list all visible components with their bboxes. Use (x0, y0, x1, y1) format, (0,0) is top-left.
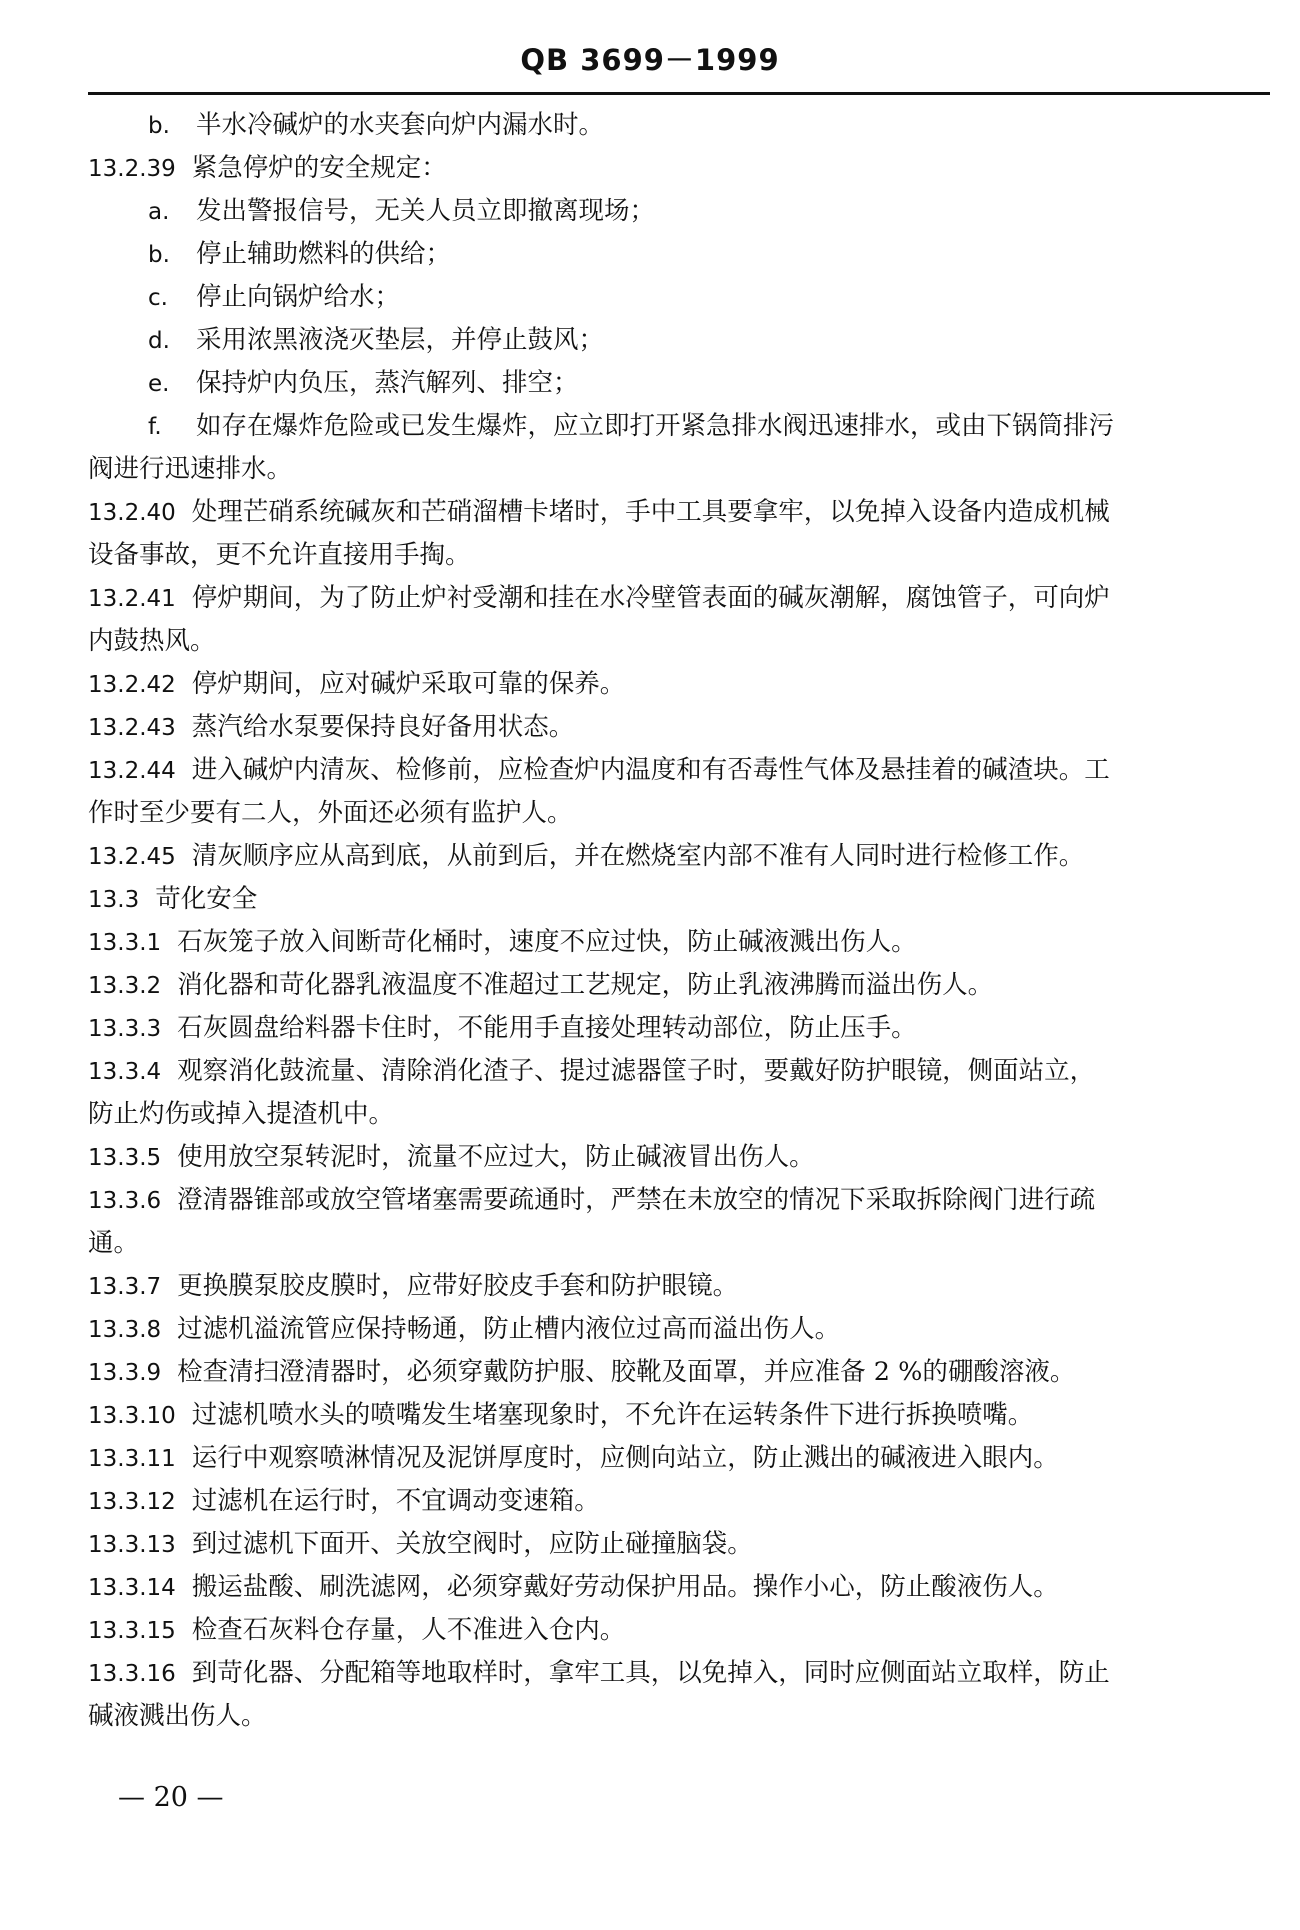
clause-number: 13.3.16 (88, 1661, 176, 1687)
clause-sub-item (88, 104, 1270, 147)
clause-number: c. (148, 285, 168, 311)
clause-continuation-line (88, 1695, 1270, 1738)
clause-text: 使用放空泵转泥时，流量不应过大，防止碱液冒出伤人。 (177, 1142, 815, 1172)
clause-text: 石灰笼子放入间断苛化桶时，速度不应过快，防止碱液溅出伤人。 (177, 927, 917, 957)
clause-number: 13.2.39 (88, 156, 176, 182)
clause-number: 13.3.2 (88, 973, 162, 999)
clause-text: 消化器和苛化器乳液温度不准超过工艺规定，防止乳液沸腾而溢出伤人。 (177, 970, 994, 1000)
clause-line (88, 706, 1270, 749)
clause-continuation-line (88, 620, 1270, 663)
clause-line (88, 964, 1270, 1007)
clause-text: 通。 (88, 1228, 140, 1258)
clause-number: 13.2.44 (88, 758, 176, 784)
clause-text: 保持炉内负压，蒸汽解列、排空； (196, 368, 579, 398)
clause-text: 设备事故，更不允许直接用手掏。 (88, 540, 471, 570)
clause-number: 13.3.9 (88, 1360, 162, 1386)
clause-number: f. (148, 414, 162, 440)
clause-text: 石灰圆盘给料器卡住时，不能用手直接处理转动部位，防止压手。 (177, 1013, 917, 1043)
clause-line (88, 1050, 1270, 1093)
clause-sub-item (88, 319, 1270, 362)
clause-number: a. (148, 199, 170, 225)
clause-text: 处理芒硝系统碱灰和芒硝溜槽卡堵时，手中工具要拿牢，以免掉入设备内造成机械 (191, 497, 1110, 527)
clause-line (88, 1609, 1270, 1652)
header-rule (88, 92, 1270, 95)
clause-line (88, 577, 1270, 620)
clause-text: 紧急停炉的安全规定： (191, 153, 447, 183)
clause-text: 停炉期间，应对碱炉采取可靠的保养。 (191, 669, 626, 699)
clause-line (88, 921, 1270, 964)
clause-number: 13.3.10 (88, 1403, 176, 1429)
clause-continuation-line (88, 534, 1270, 577)
clause-line (88, 1308, 1270, 1351)
clause-line (88, 1480, 1270, 1523)
clause-number: 13.2.42 (88, 672, 176, 698)
clause-text: 过滤机喷水头的喷嘴发生堵塞现象时，不允许在运转条件下进行拆换喷嘴。 (191, 1400, 1034, 1430)
clause-text: 苛化安全 (155, 884, 258, 914)
clause-line (88, 1007, 1270, 1050)
clause-text: 进入碱炉内清灰、检修前，应检查炉内温度和有否毒性气体及悬挂着的碱渣块。工 (191, 755, 1110, 785)
clause-text: 停炉期间，为了防止炉衬受潮和挂在水冷壁管表面的碱灰潮解，腐蚀管子，可向炉 (191, 583, 1110, 613)
clause-number: 13.3.1 (88, 930, 162, 956)
clause-line (88, 491, 1270, 534)
clause-number: 13.3.13 (88, 1532, 176, 1558)
page-number: — 20 — (118, 1782, 224, 1813)
clause-number: 13.3.7 (88, 1274, 162, 1300)
clause-line (88, 1394, 1270, 1437)
clause-text: 到过滤机下面开、关放空阀时，应防止碰撞脑袋。 (191, 1529, 753, 1559)
clause-line (88, 147, 1270, 190)
clause-continuation-line (88, 448, 1270, 491)
clause-text: 过滤机溢流管应保持畅通，防止槽内液位过高而溢出伤人。 (177, 1314, 841, 1344)
page-header-standard-number: QB 3699－1999 (520, 43, 780, 77)
clause-text: 过滤机在运行时，不宜调动变速箱。 (191, 1486, 600, 1516)
clause-line (88, 1652, 1270, 1695)
clause-line (88, 1523, 1270, 1566)
clause-text: 检查石灰料仓存量，人不准进入仓内。 (191, 1615, 626, 1645)
clause-continuation-line (88, 1093, 1270, 1136)
clause-number: 13.3 (88, 887, 140, 913)
clause-line (88, 1136, 1270, 1179)
clause-sub-item (88, 233, 1270, 276)
clause-number: 13.3.4 (88, 1059, 162, 1085)
clause-number: 13.3.12 (88, 1489, 176, 1515)
clause-number: 13.3.8 (88, 1317, 162, 1343)
clause-line (88, 835, 1270, 878)
clause-number: 13.2.43 (88, 715, 176, 741)
clause-line (88, 1179, 1270, 1222)
clause-number: 13.3.14 (88, 1575, 176, 1601)
clause-sub-item (88, 276, 1270, 319)
clause-sub-item (88, 362, 1270, 405)
clause-text: 更换膜泵胶皮膜时，应带好胶皮手套和防护眼镜。 (177, 1271, 739, 1301)
clause-number: b. (148, 242, 170, 268)
clause-number: 13.2.41 (88, 586, 176, 612)
clause-number: e. (148, 371, 170, 397)
clause-text: 防止灼伤或掉入提渣机中。 (88, 1099, 395, 1129)
clause-text: 到苛化器、分配箱等地取样时，拿牢工具，以免掉入，同时应侧面站立取样，防止 (191, 1658, 1110, 1688)
clause-text: 半水冷碱炉的水夹套向炉内漏水时。 (196, 110, 605, 140)
clause-text: 如存在爆炸危险或已发生爆炸，应立即打开紧急排水阀迅速排水，或由下锅筒排污 (196, 411, 1115, 441)
clause-number: d. (148, 328, 170, 354)
clause-text: 观察消化鼓流量、清除消化渣子、提过滤器筐子时，要戴好防护眼镜，侧面站立， (177, 1056, 1096, 1086)
clause-text: 发出警报信号，无关人员立即撤离现场； (196, 196, 656, 226)
clause-line (88, 878, 1270, 921)
document-body (88, 104, 1270, 1738)
clause-line (88, 749, 1270, 792)
clause-number: 13.3.5 (88, 1145, 162, 1171)
clause-text: 澄清器锥部或放空管堵塞需要疏通时，严禁在未放空的情况下采取拆除阀门进行疏 (177, 1185, 1096, 1215)
clause-number: 13.3.6 (88, 1188, 162, 1214)
clause-text: 碱液溅出伤人。 (88, 1701, 267, 1731)
clause-text: 停止向锅炉给水； (196, 282, 401, 312)
clause-line (88, 1351, 1270, 1394)
clause-sub-item (88, 405, 1270, 448)
clause-number: 13.3.15 (88, 1618, 176, 1644)
clause-text: 检查清扫澄清器时，必须穿戴防护服、胶靴及面罩，并应准备 2 %的硼酸溶液。 (177, 1357, 1076, 1387)
clause-number: 13.3.11 (88, 1446, 176, 1472)
clause-continuation-line (88, 1222, 1270, 1265)
clause-number: b. (148, 113, 170, 139)
clause-sub-item (88, 190, 1270, 233)
clause-text: 阀进行迅速排水。 (88, 454, 293, 484)
clause-line (88, 1437, 1270, 1480)
clause-text: 蒸汽给水泵要保持良好备用状态。 (191, 712, 575, 742)
clause-number: 13.2.45 (88, 844, 176, 870)
clause-continuation-line (88, 792, 1270, 835)
clause-text: 运行中观察喷淋情况及泥饼厚度时，应侧向站立，防止溅出的碱液进入眼内。 (191, 1443, 1059, 1473)
clause-number: 13.3.3 (88, 1016, 162, 1042)
clause-number: 13.2.40 (88, 500, 176, 526)
clause-text: 停止辅助燃料的供给； (196, 239, 452, 269)
clause-text: 搬运盐酸、刷洗滤网，必须穿戴好劳动保护用品。操作小心，防止酸液伤人。 (191, 1572, 1059, 1602)
clause-text: 作时至少要有二人，外面还必须有监护人。 (88, 798, 573, 828)
clause-line (88, 1566, 1270, 1609)
clause-text: 内鼓热风。 (88, 626, 216, 656)
clause-line (88, 1265, 1270, 1308)
clause-text: 清灰顺序应从高到底，从前到后，并在燃烧室内部不准有人同时进行检修工作。 (191, 841, 1085, 871)
clause-text: 采用浓黑液浇灭垫层，并停止鼓风； (196, 325, 605, 355)
clause-line (88, 663, 1270, 706)
